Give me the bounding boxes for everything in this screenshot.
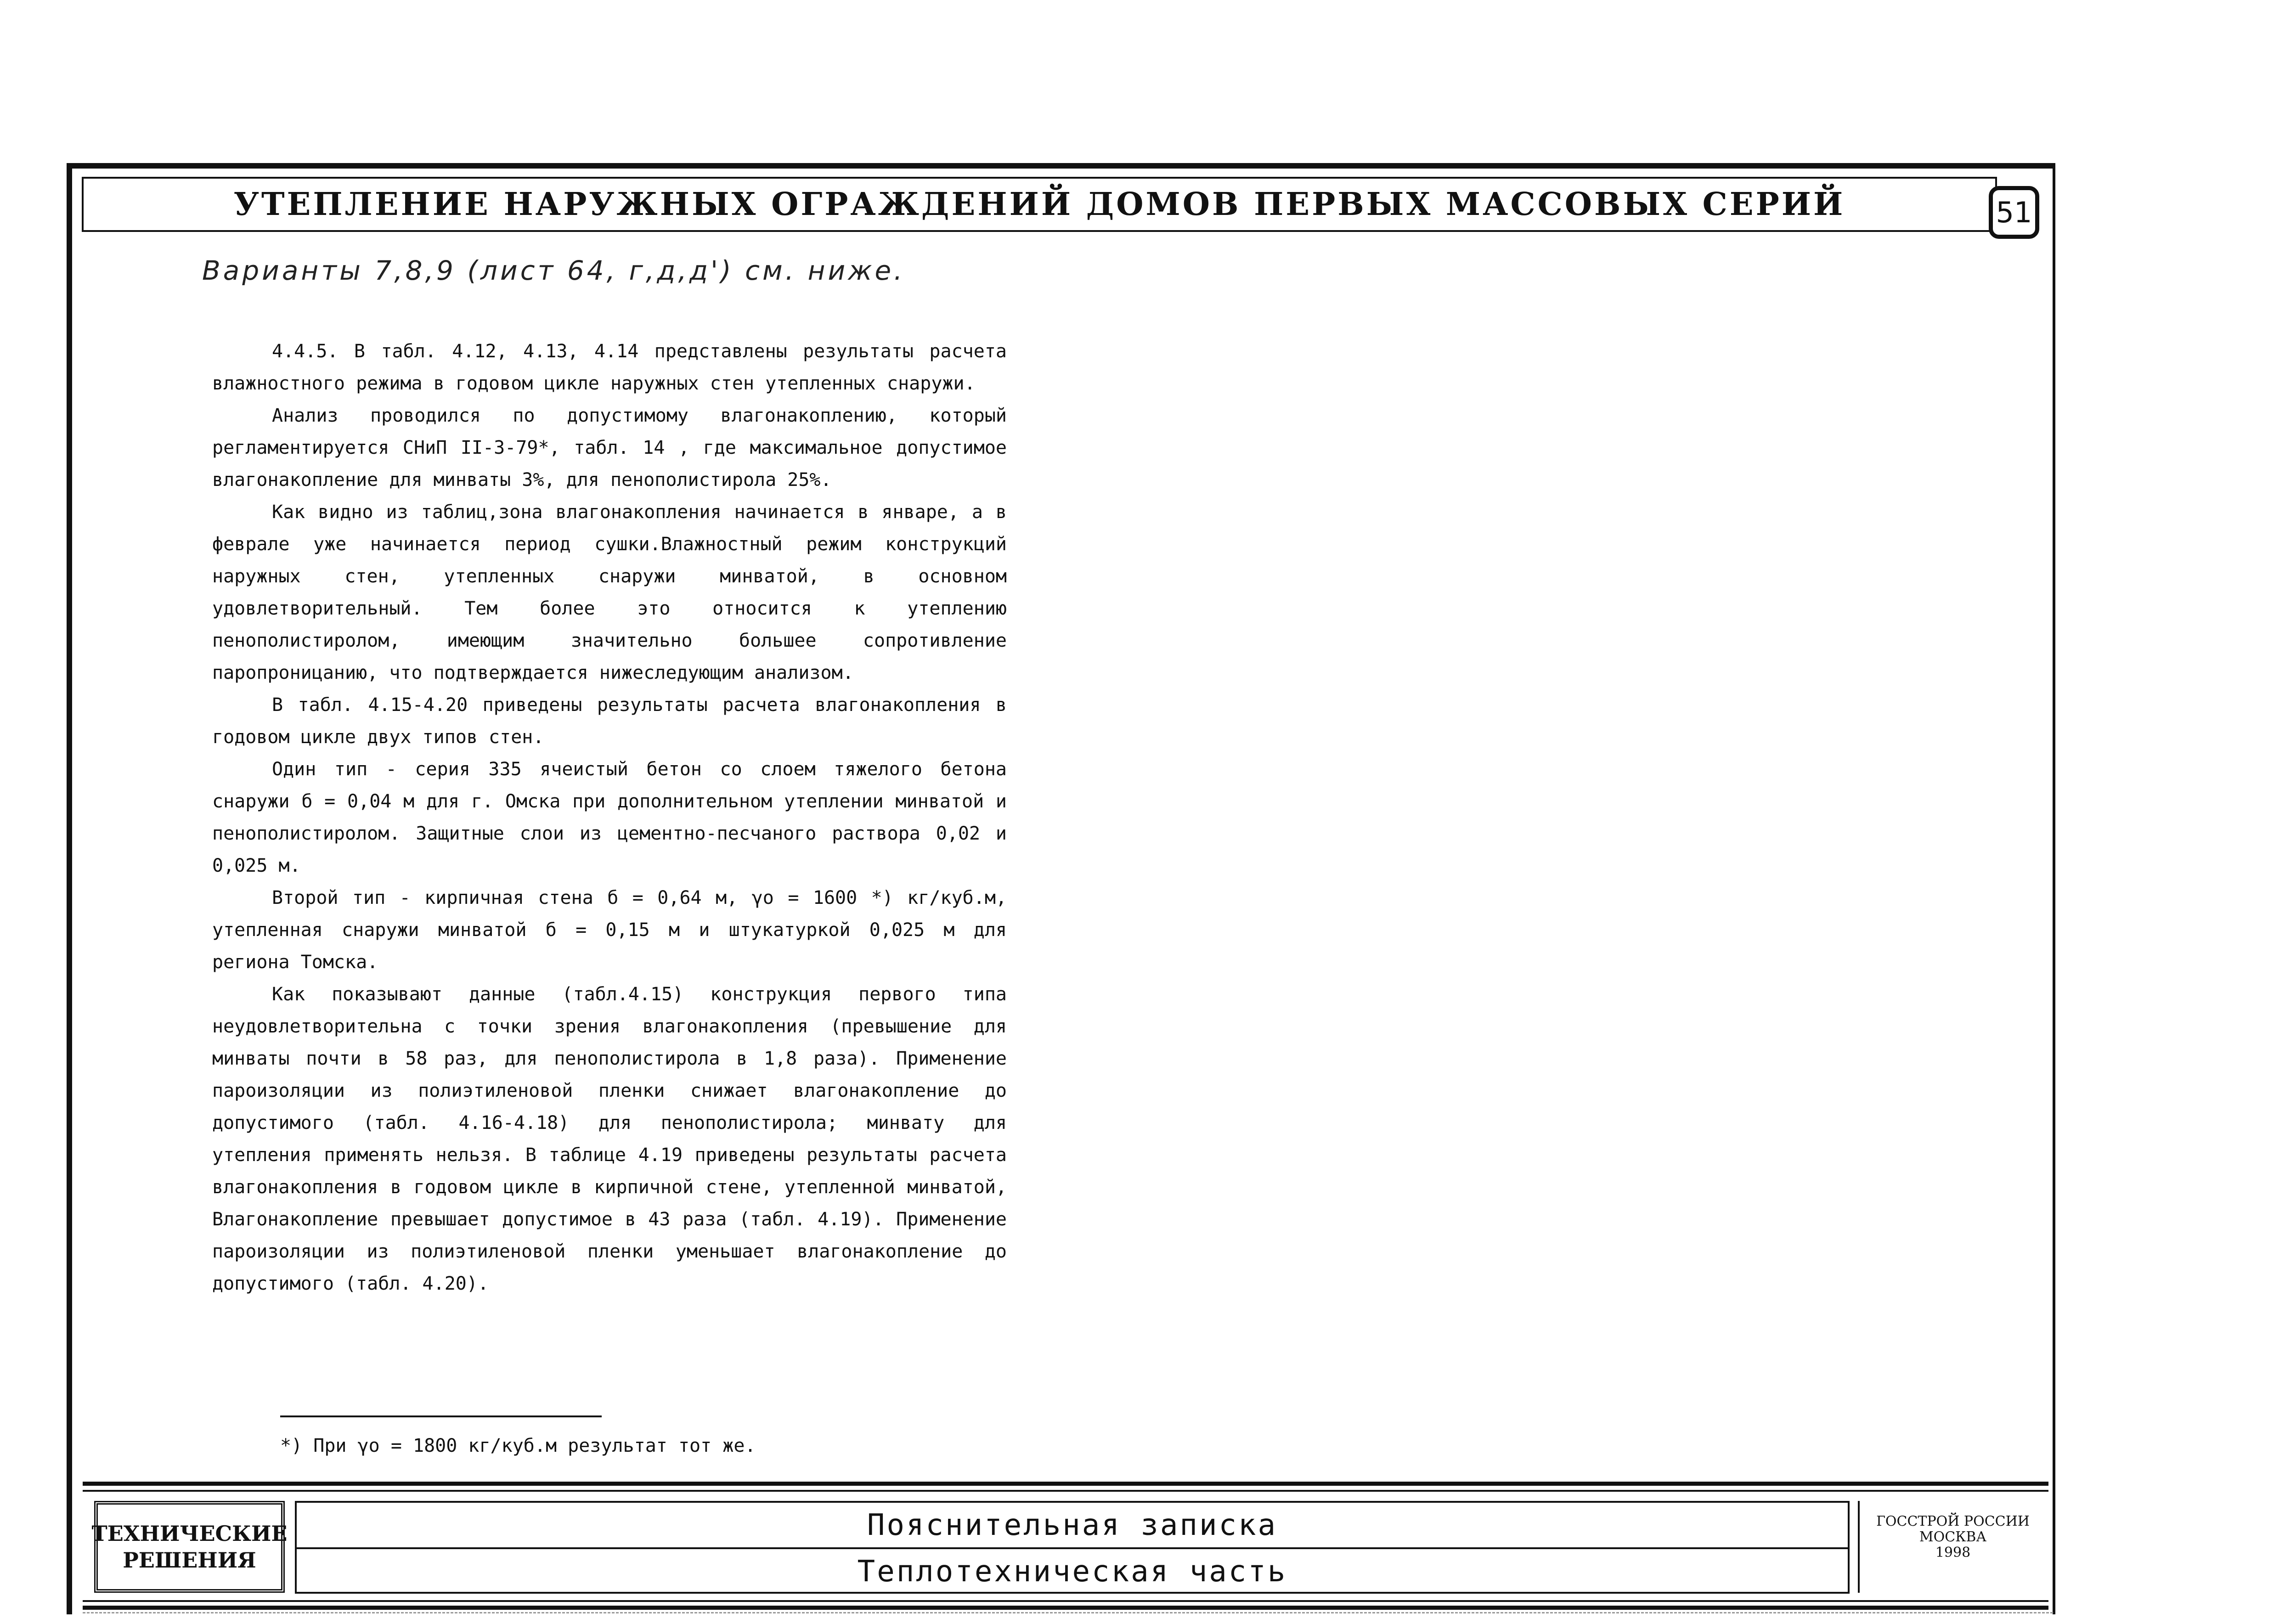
- paragraph-2: Анализ проводился по допустимому влагонакоплению, который регламентируется СНиП II-3-79*, табл. 14 , где максимальное допустимое влагонакопление для минваты 3%, для пенополистирола 25%.: [212, 405, 1007, 491]
- stamp-top-rule-thin: [83, 1490, 2048, 1492]
- scan-edge: [83, 1612, 2053, 1613]
- stamp-title-block: [295, 1501, 1850, 1594]
- footnote: *) При γo = 1800 кг/куб.м результат тот же.: [280, 1435, 756, 1456]
- paragraph-3: Как видно из таблиц,зона влагонакопления начинается в январе, а в феврале уже начинается период сушки.Влажностный режим конструкций наружных стен, утепленных снаружи минватой, в основном удовлетворительный. Тем более это относится к утеплению пенополистиролом, имеющим значительно большее сопротивление паропроницанию, что подтверждается нижеследующим анализом.: [212, 502, 1007, 683]
- paragraph-5: Один тип - серия 335 ячеистый бетон со слоем тяжелого бетона снаружи б = 0,04 м для г. Омска при дополнительном утеплении минватой и пенополистиролом. Защитные слои из цементно-песчаного раствора 0,02 и 0,025 м.: [212, 759, 1007, 876]
- stamp-row-part: Теплотехническая часть: [297, 1547, 1848, 1594]
- footnote-divider: [280, 1415, 602, 1417]
- stamp-section-box: [91, 1501, 288, 1593]
- stamp-section-line-2: РЕШЕНИЯ: [123, 1548, 256, 1573]
- stamp-section-line-1: ТЕХНИЧЕСКИЕ: [91, 1521, 288, 1546]
- body-text: [212, 335, 1007, 1300]
- handwritten-note: Варианты 7,8,9 (лист 64, г,д,д') см. ниже.: [202, 255, 905, 286]
- paragraph-1: 4.4.5. В табл. 4.12, 4.13, 4.14 представлены результаты расчета влажностного режима в годовом цикле наружных стен утепленных снаружи.: [212, 341, 1007, 394]
- paragraph-4: В табл. 4.15-4.20 приведены результаты расчета влагонакопления в годовом цикле двух типов стен.: [212, 694, 1007, 748]
- stamp-bottom-rule: [83, 1606, 2048, 1610]
- page-number-badge: 51: [1989, 186, 2039, 239]
- paragraph-6: Второй тип - кирпичная стена б = 0,64 м, γo = 1600 *) кг/куб.м, утепленная снаружи минватой б = 0,15 м и штукатуркой 0,025 м для региона Томска.: [212, 887, 1007, 973]
- org-name: ГОССТРОЙ РОССИИ: [1876, 1513, 2030, 1529]
- stamp-top-rule: [83, 1482, 2048, 1486]
- stamp-organization: [1858, 1501, 2046, 1593]
- header-bar: [82, 177, 1997, 232]
- stamp-row-document: Пояснительная записка: [867, 1508, 1278, 1542]
- stamp-bottom-rule-thin: [83, 1600, 2048, 1602]
- paragraph-7: Как показывают данные (табл.4.15) конструкция первого типа неудовлетворительна с точки зрения влагонакопления (превышение для минваты почти в 58 раз, для пенополистирола в 1,8 раза). Применение пароизоляции из полиэтиленовой пленки снижает влагонакопление до допустимого (табл. 4.16-4.18) для пенополистирола; минвату для утепления применять нельзя. В таблице 4.19 приведены результаты расчета влагонакопления в годовом цикле в кирпичной стене, утепленной минватой, Влагонакопление превышает допустимое в 43 раза (табл. 4.19). Применение пароизоляции из полиэтиленовой пленки уменьшает влагонакопление до допустимого (табл. 4.20).: [212, 984, 1007, 1294]
- org-city: МОСКВА: [1919, 1529, 1987, 1545]
- page-title: УТЕПЛЕНИЕ НАРУЖНЫХ ОГРАЖДЕНИЙ ДОМОВ ПЕРВЫХ МАССОВЫХ СЕРИЙ: [233, 186, 1845, 223]
- org-year: 1998: [1935, 1545, 1971, 1561]
